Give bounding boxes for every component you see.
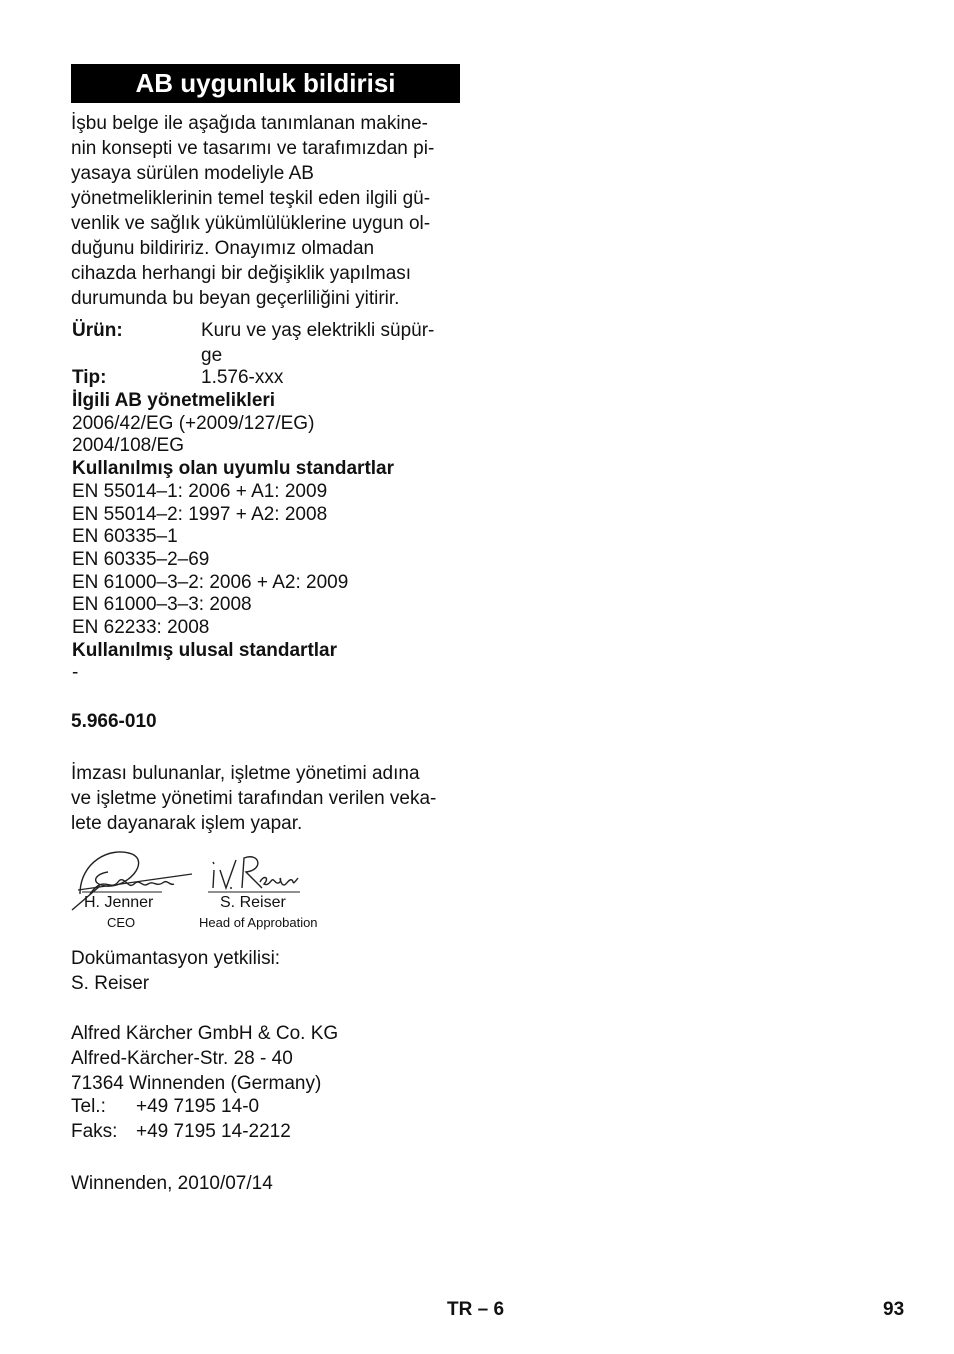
document-number: 5.966-010 [71,711,157,732]
product-value-line2: ge [201,345,223,366]
street: Alfred-Kärcher-Str. 28 - 40 [71,1048,293,1069]
product-value-line1: Kuru ve yaş elektrikli süpür- [201,320,435,341]
standards-block [72,390,462,685]
phone-label: Tel.: [71,1096,106,1117]
harmonised-item: EN 60335–1 [72,526,178,548]
intro-line: cihazda herhangi bir değişiklik yapılması [71,263,412,284]
intro-line: İşbu belge ile aşağıda tanımlanan makine- [71,113,429,134]
signatory-line: lete dayanarak işlem yapar. [71,813,303,834]
signatory-line: ve işletme yönetimi tarafından verilen veka- [71,788,437,809]
intro-line: duğunu bildiririz. Onayımız olmadan [71,238,375,259]
page-title-text: AB uygunluk bildirisi [135,68,396,98]
city: 71364 Winnenden (Germany) [71,1073,322,1094]
type-value: 1.576-xxx [201,367,284,388]
company-name: Alfred Kärcher GmbH & Co. KG [71,1023,339,1044]
address-block [71,1021,338,1096]
page-title [71,64,460,103]
intro-paragraph [71,111,460,311]
national-heading: Kullanılmış ulusal standartlar [72,639,338,661]
signature-role: Head of Approbation [199,915,318,930]
documentation-label: Dokümantasyon yetkilisi: [71,948,281,969]
reiser-signature [208,852,304,896]
directive-item: 2004/108/EG [72,435,184,457]
harmonised-item: EN 61000–3–3: 2008 [72,594,252,616]
intro-line: yönetmeliklerinin temel teşkil eden ilgili gü- [71,188,431,209]
place-date: Winnenden, 2010/07/14 [71,1173,273,1194]
section-marker: TR – 6 [447,1299,505,1320]
harmonised-item: EN 62233: 2008 [72,617,210,639]
directives-heading: İlgili AB yönetmelikleri [72,390,276,411]
signature-role: CEO [107,915,136,930]
page-number: 93 [883,1299,905,1320]
signatory-line: İmzası bulunanlar, işletme yönetimi adına [71,763,420,784]
intro-line: durumunda bu beyan geçerliliğini yitirir. [71,288,400,309]
type-label: Tip: [72,367,107,388]
signatory-statement [71,761,460,836]
directive-item: 2006/42/EG (+2009/127/EG) [72,412,315,434]
harmonised-item: EN 60335–2–69 [72,548,210,570]
intro-line: venlik ve sağlık yükümlülüklerine uygun ol- [71,213,431,234]
harmonised-item: EN 55014–1: 2006 + A1: 2009 [72,480,328,502]
fax-value: +49 7195 14-2212 [136,1121,291,1142]
signature-name: S. Reiser [220,894,286,911]
documentation-person: S. Reiser [71,973,150,994]
product-label: Ürün: [72,320,123,341]
fax-label: Faks: [71,1121,118,1142]
intro-line: yasaya sürülen modeliyle AB [71,163,314,184]
harmonised-item: EN 55014–2: 1997 + A2: 2008 [72,503,328,525]
signature-name: H. Jenner [84,894,154,911]
harmonised-heading: Kullanılmış olan uyumlu standartlar [72,458,395,480]
harmonised-item: EN 61000–3–2: 2006 + A2: 2009 [72,571,349,593]
documentation-block [71,946,280,996]
phone-value: +49 7195 14-0 [136,1096,260,1117]
intro-line: nin konsepti ve tasarımı ve tarafımızdan pi- [71,138,435,159]
national-value: - [72,662,79,684]
